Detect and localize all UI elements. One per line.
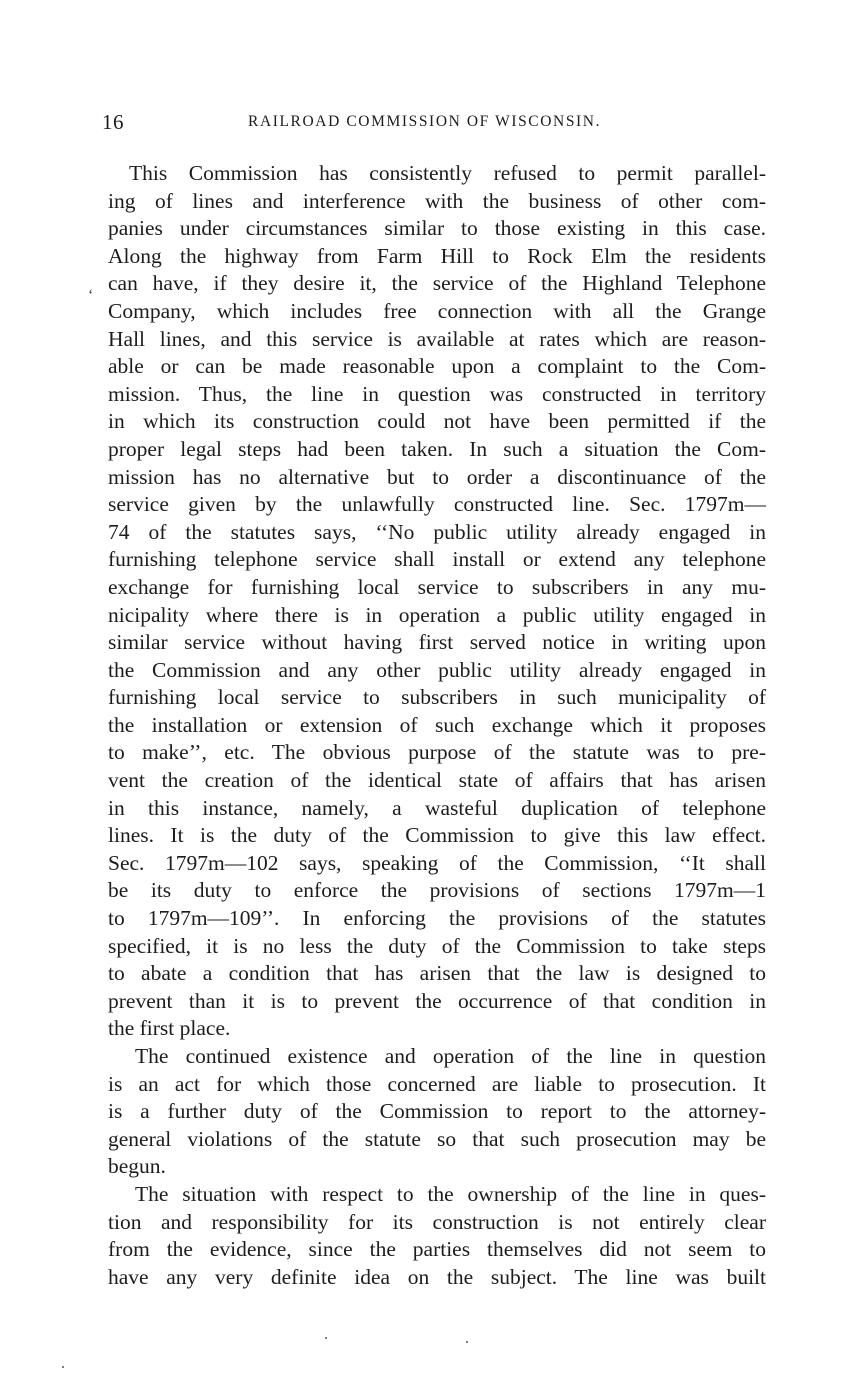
- text-line: have any very definite idea on the subject. The line was built: [108, 1264, 766, 1289]
- text-line: prevent than it is to prevent the occurrence of that condition in: [108, 988, 766, 1013]
- text-line: 74 of the statutes says, ‘‘No public utility already engaged in: [108, 519, 766, 544]
- text-line: service given by the unlawfully constructed line. Sec. 1797m—: [108, 492, 766, 517]
- scan-speck: [62, 1366, 64, 1368]
- scan-speck: [325, 1337, 327, 1339]
- margin-mark: ‘: [88, 287, 94, 304]
- text-line: ing of lines and interference with the business of other com-: [108, 188, 766, 213]
- text-line: The continued existence and operation of the line in question: [135, 1044, 766, 1068]
- text-line: Company, which includes free connection with all the Grange: [108, 298, 766, 323]
- text-line: specified, it is no less the duty of the Commission to take steps: [108, 933, 766, 958]
- paragraph: [108, 1181, 766, 1291]
- text-line: The situation with respect to the ownership of the line in ques-: [135, 1181, 766, 1206]
- text-line: the Commission and any other public utility already engaged in: [108, 657, 766, 682]
- text-line: is an act for which those concerned are liable to prosecution. It: [108, 1071, 766, 1096]
- text-line: furnishing local service to subscribers in such municipality of: [108, 685, 766, 710]
- text-line: can have, if they desire it, the service of the Highland Telephone: [108, 271, 766, 296]
- text-line: tion and responsibility for its construction is not entirely clear: [108, 1209, 766, 1234]
- paragraph: [108, 160, 766, 1043]
- text-line: Along the highway from Farm Hill to Rock Elm the residents: [108, 243, 766, 268]
- text-line: able or can be made reasonable upon a complaint to the Com-: [108, 354, 766, 379]
- page-number: 16: [102, 110, 124, 134]
- text-line: to make’’, etc. The obvious purpose of the statute was to pre-: [108, 740, 766, 765]
- text-line: This Commission has consistently refused to permit parallel-: [129, 161, 766, 185]
- text-line: is a further duty of the Commission to report to the attorney-: [108, 1099, 766, 1124]
- text-line: from the evidence, since the parties themselves did not seem to: [108, 1237, 766, 1262]
- text-line: to 1797m—109’’. In enforcing the provisions of the statutes: [108, 906, 766, 931]
- text-line: Hall lines, and this service is available at rates which are reason-: [108, 326, 766, 351]
- text-line: exchange for furnishing local service to subscribers in any mu-: [108, 574, 766, 599]
- scan-speck: [466, 1341, 468, 1343]
- running-head: RAILROAD COMMISSION OF WISCONSIN.: [248, 113, 602, 130]
- body-text: [108, 160, 766, 1291]
- text-line: the installation or extension of such exchange which it proposes: [108, 712, 766, 737]
- text-line: vent the creation of the identical state of affairs that has arisen: [108, 768, 766, 793]
- text-line: the first place.: [108, 1016, 231, 1041]
- text-line: in which its construction could not have been permitted if the: [108, 409, 766, 434]
- text-line: nicipality where there is in operation a public utility engaged in: [108, 602, 766, 627]
- text-line: furnishing telephone service shall install or extend any telephone: [108, 547, 766, 572]
- page-header: [100, 110, 768, 140]
- text-line: proper legal steps had been taken. In such a situation the Com-: [108, 436, 766, 461]
- paragraph: [108, 1043, 766, 1181]
- text-line: mission has no alternative but to order a discontinuance of the: [108, 464, 766, 489]
- text-line: general violations of the statute so that such prosecution may be: [108, 1126, 766, 1151]
- text-line: begun.: [108, 1154, 166, 1179]
- text-line: to abate a condition that has arisen that the law is designed to: [108, 961, 766, 986]
- text-line: similar service without having first served notice in writing upon: [108, 630, 766, 655]
- text-line: panies under circumstances similar to those existing in this case.: [108, 216, 766, 241]
- text-line: in this instance, namely, a wasteful duplication of telephone: [108, 795, 766, 820]
- text-line: lines. It is the duty of the Commission to give this law effect.: [108, 823, 766, 848]
- text-line: Sec. 1797m—102 says, speaking of the Commission, ‘‘It shall: [108, 850, 766, 875]
- text-line: be its duty to enforce the provisions of sections 1797m—1: [108, 878, 766, 903]
- text-line: mission. Thus, the line in question was constructed in territory: [108, 381, 766, 406]
